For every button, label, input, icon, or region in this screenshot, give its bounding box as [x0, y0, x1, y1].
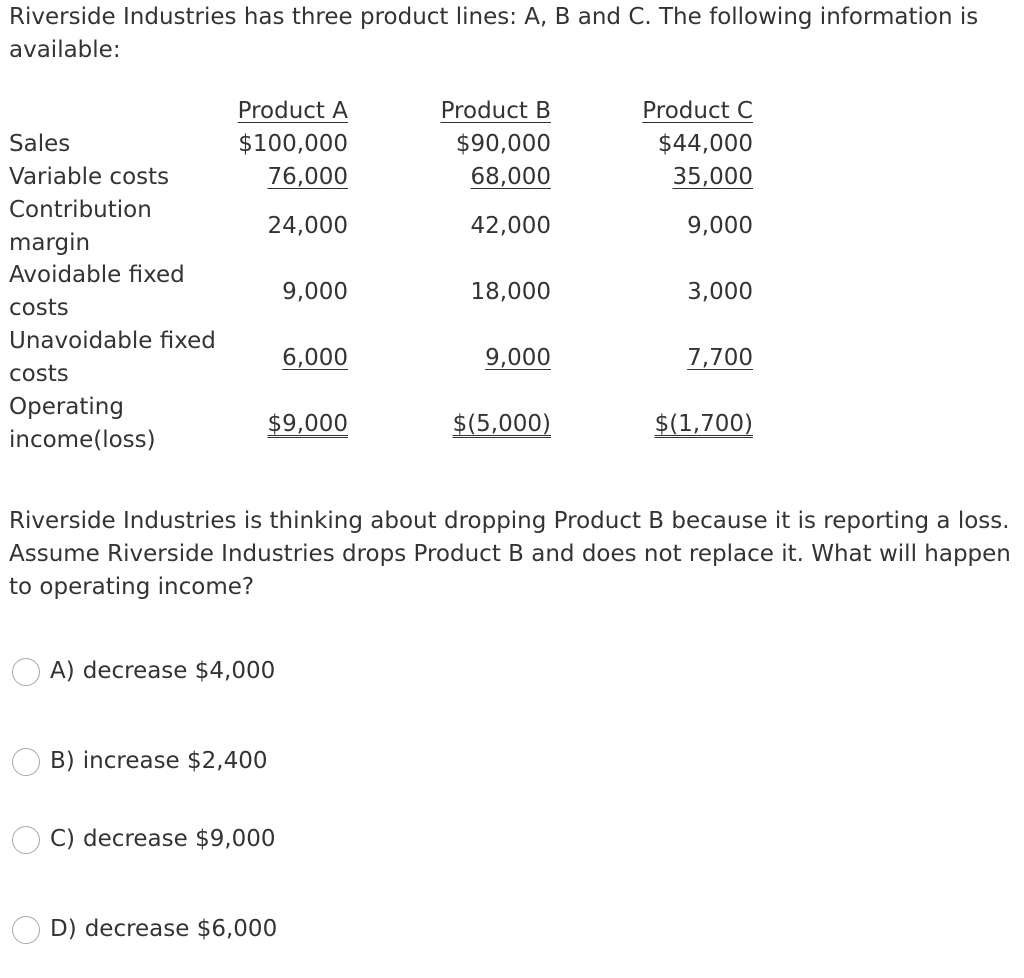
- radio-button-c[interactable]: [12, 826, 40, 854]
- row-label-contribution-margin: Contribution margin: [9, 197, 152, 256]
- sales-b: $90,000: [455, 131, 551, 157]
- option-a-letter: A): [50, 658, 75, 684]
- radio-button-a[interactable]: [12, 658, 40, 686]
- intro-text: Riverside Industries has three product lines: A, B and C. The following information is available:: [9, 4, 979, 63]
- header-product-a: Product A: [237, 98, 348, 124]
- option-a[interactable]: [12, 655, 275, 688]
- header-product-c: Product C: [642, 98, 753, 124]
- operating-income-a: $9,000: [267, 411, 348, 437]
- contribution-margin-a: 24,000: [267, 213, 348, 239]
- sales-a: $100,000: [238, 131, 348, 157]
- variable-costs-a: 76,000: [267, 164, 348, 190]
- option-a-text: decrease $4,000: [82, 658, 276, 684]
- radio-button-d[interactable]: [12, 916, 40, 944]
- option-c[interactable]: [12, 823, 276, 856]
- contribution-margin-c: 9,000: [687, 213, 753, 239]
- avoidable-fixed-c: 3,000: [687, 279, 753, 305]
- contribution-margin-b: 42,000: [470, 213, 551, 239]
- variable-costs-b: 68,000: [470, 164, 551, 190]
- option-d[interactable]: [12, 913, 277, 946]
- option-b[interactable]: [12, 745, 268, 778]
- operating-income-b: $(5,000): [452, 411, 551, 437]
- row-label-unavoidable-fixed-costs: Unavoidable fixed costs: [9, 328, 216, 387]
- radio-button-b[interactable]: [12, 748, 40, 776]
- row-label-avoidable-fixed-costs: Avoidable fixed costs: [9, 262, 185, 321]
- question-text: Riverside Industries is thinking about dropping Product B because it is reporting a loss. Assume Riverside Industries drops Product B and does not replace it. What will happen to operating income?: [9, 508, 1011, 600]
- header-product-b: Product B: [440, 98, 551, 124]
- avoidable-fixed-a: 9,000: [282, 279, 348, 305]
- unavoidable-fixed-c: 7,700: [687, 345, 753, 371]
- variable-costs-c: 35,000: [672, 164, 753, 190]
- unavoidable-fixed-a: 6,000: [282, 345, 348, 371]
- operating-income-c: $(1,700): [654, 411, 753, 437]
- row-label-variable-costs: Variable costs: [9, 164, 170, 190]
- option-b-letter: B): [50, 748, 75, 774]
- product-table: [0, 95, 1024, 465]
- sales-c: $44,000: [657, 131, 753, 157]
- option-c-letter: C): [50, 826, 76, 852]
- unavoidable-fixed-b: 9,000: [485, 345, 551, 371]
- option-c-text: decrease $9,000: [83, 826, 276, 852]
- row-label-sales: Sales: [9, 131, 71, 157]
- option-d-text: decrease $6,000: [84, 916, 278, 942]
- avoidable-fixed-b: 18,000: [470, 279, 551, 305]
- option-b-text: increase $2,400: [82, 748, 268, 774]
- option-d-letter: D): [50, 916, 77, 942]
- row-label-operating-income: Operating income(loss): [9, 394, 156, 453]
